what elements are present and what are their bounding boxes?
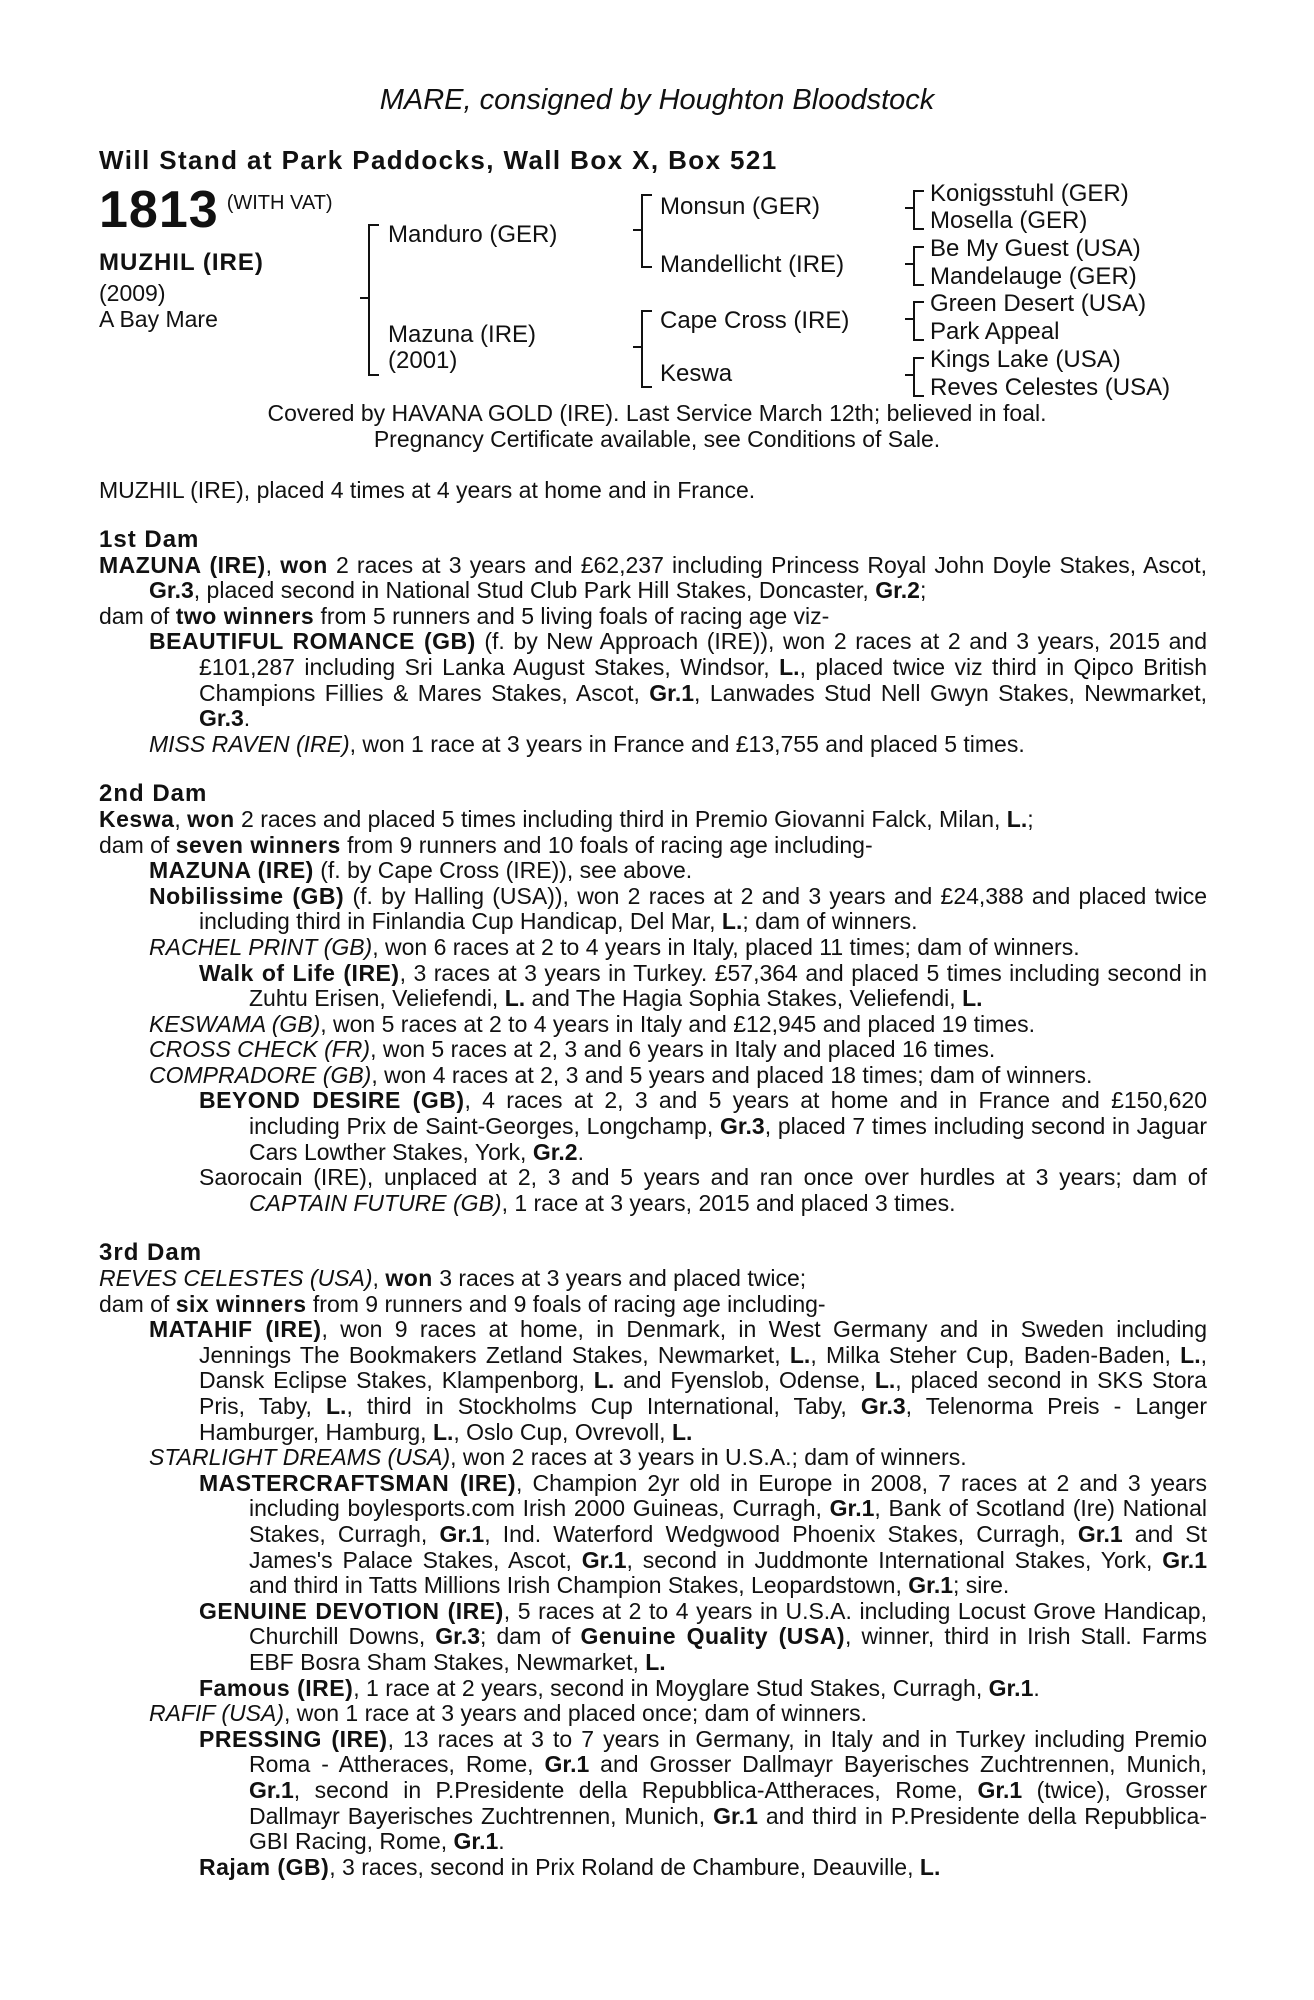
produce-text: ; dam of — [480, 1623, 581, 1650]
produce-text: , Telenorma Preis - Langer Hamburger, Hamburg, — [199, 1393, 1207, 1445]
dam-of-text: from 5 runners and 5 living foals of racing age viz- — [314, 602, 830, 629]
produce-entry — [99, 1701, 1207, 1727]
produce-text: , second in Juddmonte International Stakes, York, — [626, 1546, 1163, 1573]
pedigree-dam-dam: Keswa — [660, 360, 733, 387]
winners-count: six winners — [175, 1290, 307, 1317]
pedigree-g8: Reves Celestes (USA) — [930, 374, 1171, 401]
pedigree-dam: Mazuna (IRE) — [388, 321, 537, 348]
produce-entry — [99, 1037, 1207, 1063]
produce-name: Walk of Life (IRE) — [199, 959, 400, 986]
dam-of-text: from 9 runners and 10 foals of racing age including- — [340, 831, 873, 858]
second-dam-heading: 2nd Dam — [99, 780, 208, 808]
produce-text: , won 2 races at 3 years in U.S.A.; dam of winners. — [450, 1444, 967, 1471]
pedigree-g7: Kings Lake (USA) — [930, 346, 1121, 373]
brace-gen1-point — [360, 297, 368, 299]
grade-tag: Gr.3 — [719, 1113, 765, 1140]
horse-description: A Bay Mare — [99, 306, 218, 332]
third-dam-text: 3 races at 3 years and placed twice; — [432, 1265, 807, 1292]
produce-text: and third in P.Presidente della Repubblica-GBI Racing, Rome, — [249, 1802, 1207, 1855]
produce-text: (f. by Cape Cross (IRE)), see above. — [313, 857, 693, 884]
grade-tag: Gr.1 — [977, 1776, 1023, 1803]
produce-text: , placed second in SKS Stora Pris, Taby, — [199, 1367, 1207, 1419]
grade-tag: Gr.1 — [581, 1546, 627, 1573]
first-dam-name: MAZUNA (IRE) — [99, 551, 266, 578]
grade-tag: Gr.1 — [908, 1572, 954, 1599]
brace-gen3-4 — [913, 357, 924, 397]
produce-name: BEAUTIFUL ROMANCE (GB) — [149, 628, 476, 655]
brace-gen1 — [368, 224, 379, 376]
pedigree-g6: Park Appeal — [930, 318, 1060, 345]
grade-tag: L. — [919, 1853, 941, 1880]
won-label: won — [385, 1265, 433, 1292]
produce-text: , 4 races at 2, 3 and 5 years at home and in France and £150,620 including Prix de Saint-Georges, Longchamp, — [249, 1087, 1208, 1140]
grade-tag: L. — [1006, 805, 1028, 832]
produce-text: . — [577, 1138, 584, 1165]
second-dam-name: Keswa — [99, 805, 175, 832]
produce-text: and Fyenslob, Odense, — [614, 1367, 875, 1394]
produce-entry — [99, 1445, 1207, 1471]
produce-text: and St James's Palace Stakes, Ascot, — [249, 1520, 1208, 1573]
produce-text: , winner, third in Irish Stall. Farms EBF Bosra Sham Stakes, Newmarket, — [249, 1623, 1207, 1675]
produce-text: , won 5 races at 2 to 4 years in Italy and £12,945 and placed 19 times. — [320, 1010, 1035, 1037]
produce-text: , placed twice viz third in Qipco British Champions Fillies & Mares Stakes, Ascot, — [199, 653, 1207, 706]
produce-name: RAFIF (USA) — [149, 1700, 285, 1727]
produce-text: , 3 races, second in Prix Roland de Chambure, Deauville, — [329, 1853, 920, 1880]
produce-text: and The Hagia Sophia Stakes, Veliefendi, — [525, 985, 963, 1012]
grade-tag: Gr.1 — [988, 1674, 1034, 1701]
produce-name: MATAHIF (IRE) — [149, 1316, 322, 1343]
produce-entry — [99, 1317, 1207, 1445]
produce-text: , Dansk Eclipse Stakes, Klampenborg, — [199, 1341, 1208, 1394]
produce-text: , won 5 races at 2, 3 and 6 years in Italy and placed 16 times. — [370, 1036, 996, 1063]
produce-text: ; dam of winners. — [742, 908, 918, 935]
brace-gen3-3-point — [905, 318, 913, 320]
produce-name: GENUINE DEVOTION (IRE) — [199, 1597, 504, 1624]
produce-entry — [99, 732, 1207, 758]
grade-tag: L. — [671, 1418, 693, 1445]
grade-tag: Gr.3 — [435, 1623, 481, 1650]
stand-location: Will Stand at Park Paddocks, Wall Box X, Box 521 — [99, 145, 778, 175]
produce-name: Genuine Quality (USA) — [580, 1623, 845, 1650]
brace-gen3-2-point — [905, 263, 913, 265]
first-dam-text: , placed second in National Stud Club Park Hill Stakes, Doncaster, — [193, 577, 876, 604]
second-dam-record: Keswa, won 2 races and placed 5 times including third in Premio Giovanni Falck, Milan, L.; — [99, 805, 1034, 832]
pedigree-sire-dam: Mandellicht (IRE) — [660, 251, 845, 278]
brace-gen3-4-point — [905, 374, 913, 376]
brace-gen2-bottom — [641, 310, 652, 388]
brace-gen2-top — [641, 194, 652, 268]
produce-text: , Ind. Waterford Wedgwood Phoenix Stakes, Curragh, — [484, 1520, 1078, 1547]
first-dam-text: ; — [919, 577, 927, 604]
grade-tag: L. — [789, 1341, 811, 1368]
produce-name: MAZUNA (IRE) — [149, 857, 314, 884]
brace-gen3-3 — [913, 301, 924, 341]
produce-name: MASTERCRAFTSMAN (IRE) — [199, 1469, 517, 1496]
produce-entry — [99, 1063, 1207, 1089]
grandproduce-entry — [99, 1088, 1207, 1165]
brace-gen3-2 — [913, 246, 924, 286]
horse-name: MUZHIL (IRE) — [99, 249, 264, 276]
first-dam-text: 2 races at 3 years and £62,237 including Princess Royal John Doyle Stakes, Ascot, — [327, 551, 1208, 578]
produce-text: , Bank of Scotland (Ire) National Stakes, Curragh, — [249, 1495, 1208, 1547]
grade-tag: Gr.1 — [1162, 1546, 1207, 1573]
produce-name: KESWAMA (GB) — [149, 1010, 321, 1037]
second-dam-text: 2 races and placed 5 times including third in Premio Giovanni Falck, Milan, — [234, 805, 1007, 832]
grandproduce-entry — [99, 1165, 1207, 1216]
produce-text: Saorocain (IRE), unplaced at 2, 3 and 5 years and ran once over hurdles at 3 years; dam of — [199, 1164, 1207, 1191]
grade-tag: Gr.1 — [544, 1751, 590, 1778]
produce-text: , 1 race at 2 years, second in Moyglare Stud Stakes, Curragh, — [353, 1674, 989, 1701]
grade-tag: L. — [874, 1367, 896, 1394]
grade-tag: Gr.3 — [149, 577, 194, 604]
third-dam-produce — [99, 1292, 1207, 1318]
produce-entry — [99, 884, 1207, 935]
brace-gen3-1 — [913, 190, 924, 230]
grandproduce-entry — [99, 1471, 1207, 1599]
grade-tag: Gr.1 — [439, 1520, 485, 1547]
third-dam-name: REVES CELESTES (USA) — [99, 1265, 373, 1292]
produce-name: Rajam (GB) — [199, 1853, 330, 1880]
produce-text: , 5 races at 2 to 4 years in U.S.A. including Locust Grove Handicap, Churchill Downs, — [249, 1597, 1207, 1650]
third-dam-record: REVES CELESTES (USA), won 3 races at 3 years and placed twice; — [99, 1265, 807, 1292]
produce-text: , won 4 races at 2, 3 and 5 years and placed 18 times; dam of winners. — [371, 1061, 1093, 1088]
grade-tag: L. — [721, 908, 743, 935]
brace-gen3-1-point — [905, 207, 913, 209]
grandproduce-entry — [99, 1855, 1207, 1881]
grade-tag: Gr.2 — [532, 1138, 578, 1165]
pedigree-g2: Mosella (GER) — [930, 207, 1088, 234]
produce-text: , placed 7 times including second in Jaguar Cars Lowther Stakes, York, — [249, 1113, 1207, 1165]
produce-text: . — [243, 705, 251, 732]
produce-name: PRESSING (IRE) — [199, 1725, 388, 1752]
grade-tag: Gr.1 — [649, 679, 695, 706]
grade-tag: Gr.1 — [713, 1802, 758, 1829]
grade-tag: L. — [593, 1367, 615, 1394]
brace-gen2-top-point — [633, 229, 641, 231]
grade-tag: L. — [326, 1393, 347, 1419]
grade-tag: Gr.1 — [829, 1495, 875, 1522]
covered-line: Covered by HAVANA GOLD (IRE). Last Service March 12th; believed in foal. — [267, 400, 1047, 426]
pedigree-g5: Green Desert (USA) — [930, 290, 1147, 317]
grade-tag: Gr.1 — [249, 1776, 294, 1803]
produce-entry — [99, 629, 1207, 731]
produce-name: CROSS CHECK (FR) — [149, 1036, 371, 1063]
grade-tag: L. — [432, 1418, 454, 1445]
grade-tag: Gr.3 — [199, 705, 244, 732]
pedigree-g1: Konigsstuhl (GER) — [930, 180, 1129, 207]
grandproduce-entry — [99, 1676, 1207, 1702]
first-dam-produce — [99, 604, 1207, 630]
grade-tag: Gr.1 — [1077, 1520, 1123, 1547]
produce-name: RACHEL PRINT (GB) — [149, 933, 373, 960]
produce-text: , won 1 race at 3 years and placed once; dam of winners. — [284, 1700, 868, 1727]
produce-name: MISS RAVEN (IRE) — [149, 730, 350, 757]
produce-entry — [99, 858, 1207, 884]
grade-tag: L. — [504, 985, 526, 1012]
pedigree-notes — [99, 527, 1207, 1880]
produce-text: (f. by New Approach (IRE)), won 2 races at 2 and 3 years, 2015 and £101,287 including Sri Lanka August Stakes, Windsor, — [199, 628, 1207, 680]
produce-text: , won 9 races at home, in Denmark, in West Germany and in Sweden including Jennings The Bookmakers Zetland Stakes, Newmarket, — [199, 1316, 1207, 1368]
produce-entry — [99, 1012, 1207, 1038]
dam-of-text: dam of — [99, 831, 176, 858]
produce-text: , 3 races at 3 years in Turkey. £57,364 and placed 5 times including second in Zuhtu Erisen, Veliefendi, — [249, 959, 1208, 1012]
produce-text: , second in P.Presidente della Repubblica-Attheraces, Rome, — [293, 1776, 978, 1803]
grade-tag: Gr.3 — [860, 1393, 906, 1419]
produce-text: , Milka Steher Cup, Baden-Baden, — [810, 1341, 1181, 1368]
produce-text: and Grosser Dallmayr Bayerisches Zuchtrennen, Munich, — [589, 1751, 1208, 1778]
lot-number: 1813 — [99, 181, 219, 239]
produce-text: (twice), Grosser Dallmayr Bayerisches Zuchtrennen, Munich, — [249, 1776, 1208, 1829]
lot-line — [99, 183, 333, 237]
dam-of-text: from 9 runners and 9 foals of racing age including- — [306, 1290, 826, 1317]
grade-tag: L. — [1180, 1341, 1201, 1368]
grandproduce-entry — [99, 1599, 1207, 1676]
dam-of-text: dam of — [99, 1290, 176, 1317]
grandproduce-entry — [99, 1727, 1207, 1855]
produce-text: , 13 races at 3 to 7 years in Germany, in Italy and in Turkey including Premio Roma - Attheraces, Rome, — [249, 1725, 1207, 1778]
pregnancy-line: Pregnancy Certificate available, see Conditions of Sale. — [373, 426, 941, 452]
produce-name: Nobilissime (GB) — [149, 882, 345, 909]
grade-tag: L. — [645, 1648, 666, 1675]
produce-name: Famous (IRE) — [199, 1674, 354, 1701]
winners-count: seven winners — [175, 831, 341, 858]
consignor-line: MARE, consigned by Houghton Bloodstock — [379, 84, 935, 116]
intro-line: MUZHIL (IRE), placed 4 times at 4 years at home and in France. — [99, 477, 756, 503]
pedigree-sire: Manduro (GER) — [388, 221, 558, 248]
vat-note: (WITH VAT) — [226, 192, 333, 214]
brace-gen2-bottom-point — [633, 346, 641, 348]
produce-name: BEYOND DESIRE (GB) — [199, 1087, 465, 1114]
second-dam-produce — [99, 833, 1207, 859]
winners-count: two winners — [175, 602, 315, 629]
produce-text: , won 6 races at 2 to 4 years in Italy, placed 11 times; dam of winners. — [372, 933, 1080, 960]
pedigree-sire-sire: Monsun (GER) — [660, 193, 821, 220]
produce-text: , won 1 race at 3 years in France and £13,755 and placed 5 times. — [349, 730, 1025, 757]
produce-name: STARLIGHT DREAMS (USA) — [149, 1444, 451, 1471]
produce-entry — [99, 935, 1207, 961]
produce-text: , third in Stockholms Cup International, Taby, — [346, 1393, 861, 1419]
grade-tag: L. — [779, 653, 800, 680]
first-dam-record: MAZUNA (IRE), won 2 races at 3 years and £62,237 including Princess Royal John Doyle Stakes, Ascot, Gr.3, placed second in National Stud Club Park Hill Stakes, Doncaster, Gr.2; — [99, 551, 1208, 604]
produce-name: CAPTAIN FUTURE (GB) — [249, 1189, 502, 1216]
produce-text: . — [1033, 1674, 1040, 1701]
second-dam-text: ; — [1027, 805, 1034, 832]
horse-year: (2009) — [99, 280, 166, 306]
produce-text: , 1 race at 3 years, 2015 and placed 3 times. — [501, 1189, 956, 1216]
produce-text: . — [498, 1828, 505, 1855]
dam-of-text: dam of — [99, 602, 176, 629]
produce-name: COMPRADORE (GB) — [149, 1061, 372, 1088]
first-dam-heading: 1st Dam — [99, 526, 200, 553]
won-label: won — [187, 805, 235, 832]
produce-text: and third in Tatts Millions Irish Champion Stakes, Leopardstown, — [249, 1572, 909, 1599]
produce-text: , Lanwades Stud Nell Gwyn Stakes, Newmarket, — [694, 679, 1207, 706]
pedigree-g3: Be My Guest (USA) — [930, 235, 1141, 262]
won-label: won — [280, 551, 328, 578]
pedigree-dam-sire: Cape Cross (IRE) — [660, 307, 850, 334]
grade-tag: L. — [962, 985, 983, 1012]
produce-text: ; sire. — [953, 1572, 1010, 1599]
grade-tag: Gr.1 — [453, 1828, 499, 1855]
produce-text: , Oslo Cup, Ovrevoll, — [453, 1418, 672, 1445]
produce-text: , Champion 2yr old in Europe in 2008, 7 races at 2 and 3 years including boylesports.com Irish 2000 Guineas, Curragh, — [249, 1469, 1208, 1522]
pedigree-g4: Mandelauge (GER) — [930, 263, 1137, 290]
pedigree-dam-year: (2001) — [388, 347, 458, 374]
grade-tag: Gr.2 — [875, 577, 920, 604]
third-dam-heading: 3rd Dam — [99, 1239, 203, 1267]
grandproduce-entry — [99, 961, 1207, 1012]
produce-text: (f. by Halling (USA)), won 2 races at 2 and 3 years and £24,388 and placed twice including third in Finlandia Cup Handicap, Del Mar, — [199, 882, 1207, 935]
